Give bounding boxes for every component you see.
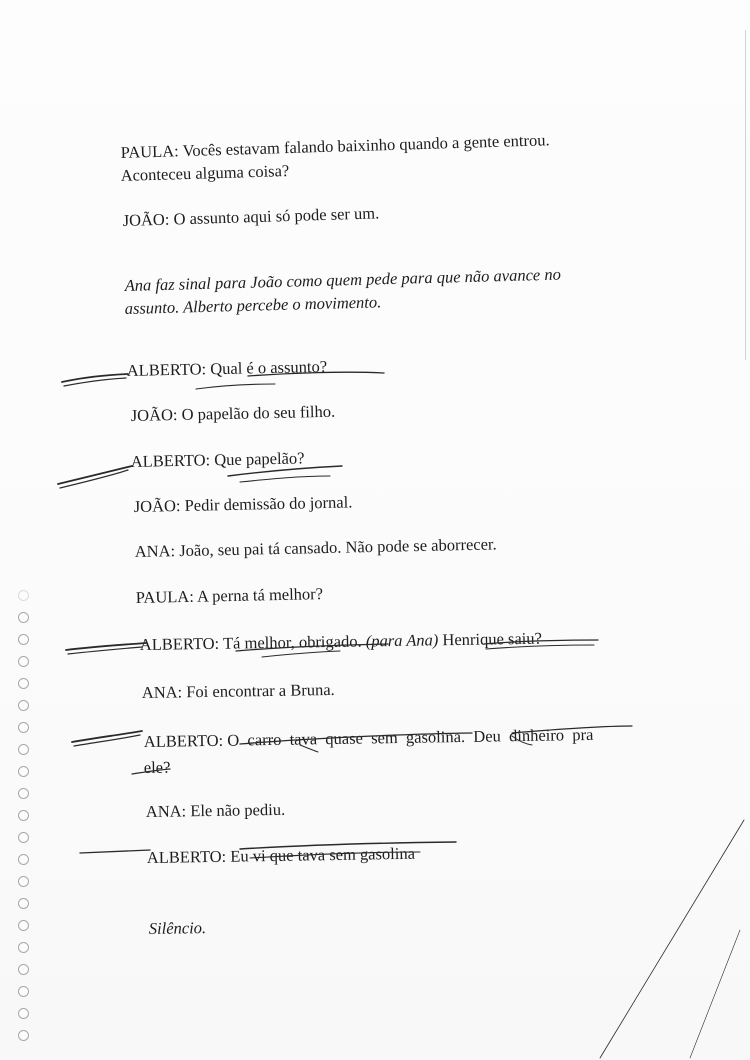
page-edge-line: [745, 30, 746, 360]
underline-mark: [196, 384, 275, 389]
dialogue-text: O papelão do seu filho.: [181, 401, 336, 424]
margin-arrow-mark: [64, 378, 126, 386]
dialogue-line-alberto-3: [140, 628, 542, 656]
dialogue-text: A perna tá melhor?: [196, 584, 324, 606]
speaker-name: ANA:: [145, 801, 187, 822]
dialogue-text: ele?: [143, 757, 171, 778]
dialogue-line-joao-3: [134, 491, 353, 518]
page-fold-line: [600, 820, 744, 1058]
dialogue-text: Aconteceu alguma coisa?: [120, 161, 290, 186]
margin-arrow-mark: [72, 731, 142, 742]
dialogue-line-alberto-2: [131, 447, 305, 473]
dialogue-text: Eu vi que tava sem gasolina: [230, 843, 416, 866]
margin-arrow-mark: [58, 466, 132, 484]
speaker-name: JOÃO:: [133, 496, 181, 517]
binder-holes: [14, 590, 38, 1060]
binder-hole: [18, 722, 29, 733]
binder-hole: [18, 634, 29, 645]
dialogue-continuation: [120, 160, 289, 187]
binder-hole: [18, 832, 29, 843]
stage-direction-text: assunto. Alberto percebe o movimento.: [124, 292, 382, 319]
dialogue-text: Henrique saiu?: [442, 628, 543, 650]
binder-hole: [18, 1008, 29, 1019]
binder-hole: [18, 920, 29, 931]
dialogue-text: O assunto aqui só pode ser um.: [173, 203, 380, 229]
dialogue-continuation: [144, 757, 171, 779]
dialogue-line-paula-2: [136, 583, 324, 609]
binder-hole: [18, 788, 29, 799]
speaker-name: ALBERTO:: [130, 450, 211, 472]
dialogue-line-ana-2: [142, 679, 335, 704]
dialogue-text: Qual é o assunto?: [210, 356, 328, 379]
page-fold-line: [690, 930, 740, 1058]
dialogue-line-joao-2: [131, 401, 336, 427]
binder-hole: [18, 854, 29, 865]
dialogue-text: Vocês estavam falando baixinho quando a gente entrou.: [182, 130, 550, 161]
dialogue-line-alberto-5: [147, 843, 415, 869]
speaker-name: PAULA:: [135, 586, 195, 608]
speaker-name: JOÃO:: [122, 209, 170, 231]
dialogue-text: O carro tava quase sem gasolina. Deu dinheiro pra: [227, 724, 594, 750]
binder-hole: [18, 656, 29, 667]
binder-hole: [18, 678, 29, 689]
margin-arrow-mark: [66, 643, 146, 650]
speaker-name: ALBERTO:: [139, 633, 220, 655]
speaker-name: PAULA:: [120, 141, 179, 163]
binder-hole: [18, 700, 29, 711]
margin-arrow-mark: [74, 735, 140, 746]
speaker-name: ANA:: [141, 682, 183, 703]
binder-hole: [18, 810, 29, 821]
dialogue-text: Que papelão?: [214, 448, 305, 470]
binder-hole: [18, 942, 29, 953]
binder-hole: [18, 590, 29, 601]
stage-direction-text: Ana faz sinal para João como quem pede para que não avance no: [124, 264, 562, 296]
speaker-name: ALBERTO:: [126, 359, 207, 381]
stage-aside: (para Ana): [365, 630, 439, 651]
speaker-name: ALBERTO:: [146, 846, 227, 868]
dialogue-text: João, seu pai tá cansado. Não pode se aborrecer.: [179, 534, 497, 561]
dialogue-text: Foi encontrar a Bruna.: [186, 679, 335, 702]
dialogue-line-alberto-1: [127, 356, 328, 382]
stage-direction: [149, 917, 207, 940]
dialogue-line-ana-1: [135, 533, 497, 563]
binder-hole: [18, 876, 29, 887]
binder-hole: [18, 744, 29, 755]
dialogue-line-paula-1: [120, 129, 550, 164]
dialogue-line-ana-3: [146, 799, 286, 823]
binder-hole: [18, 766, 29, 777]
dialogue-line-joao-1: [122, 202, 379, 232]
dialogue-text: Tá melhor, obrigado.: [222, 631, 362, 653]
binder-hole: [18, 1030, 29, 1041]
stage-direction-text: Silêncio.: [148, 918, 207, 939]
margin-arrow-mark: [68, 647, 142, 654]
margin-arrow-mark: [62, 374, 128, 382]
speaker-name: ALBERTO:: [143, 730, 224, 752]
binder-hole: [18, 898, 29, 909]
margin-arrow-mark: [60, 470, 128, 488]
dialogue-text: Pedir demissão do jornal.: [184, 492, 353, 515]
margin-arrow-mark: [80, 850, 150, 853]
dialogue-text: Ele não pediu.: [190, 799, 286, 821]
underline-mark: [240, 476, 330, 482]
speaker-name: JOÃO:: [130, 405, 178, 426]
dialogue-line-alberto-4: [144, 724, 594, 753]
binder-hole: [18, 964, 29, 975]
speaker-name: ANA:: [134, 541, 176, 562]
binder-hole: [18, 986, 29, 997]
binder-hole: [18, 612, 29, 623]
